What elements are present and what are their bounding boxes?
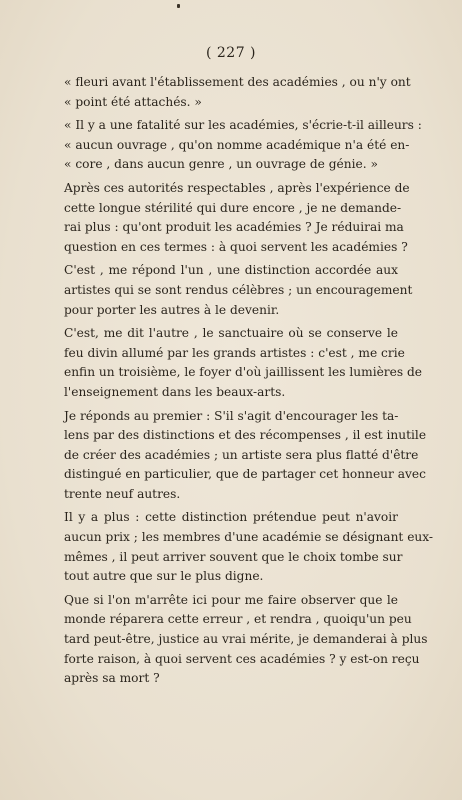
text-line: après sa mort ?: [64, 671, 160, 686]
paragraph: [64, 324, 422, 402]
page-text: [64, 73, 434, 689]
text-line: de créer des académies ; un artiste sera plus flatté d'être: [64, 447, 419, 462]
text-line: « Il y a une fatalité sur les académies, s'écrie-t-il ailleurs :: [64, 118, 422, 133]
text-line: monde réparera cette erreur , et rendra , quoiqu'un peu: [64, 612, 412, 627]
paragraph: [64, 179, 410, 257]
text-line: aucun prix ; les membres d'une académie se désignant eux-: [64, 530, 434, 545]
text-line: C'est , me répond l'un , une distinction accordée aux: [64, 263, 398, 278]
text-line: forte raison, à quoi servent ces académies ? y est-on reçu: [64, 651, 420, 666]
paragraph: [64, 591, 428, 689]
text-line: « point été attachés. »: [64, 94, 202, 109]
text-line: lens par des distinctions et des récompenses , il est inutile: [64, 428, 427, 443]
paragraph: [64, 407, 427, 505]
text-line: « aucun ouvrage , qu'on nomme académique n'a été en-: [64, 137, 410, 152]
text-line: « core , dans aucun genre , un ouvrage de génie. »: [64, 157, 378, 172]
ink-spot: [177, 4, 180, 8]
text-line: tard peut-être, justice au vrai mérite, je demanderai à plus: [64, 632, 428, 647]
text-line: pour porter les autres à le devenir.: [64, 302, 280, 317]
text-line: Que si l'on m'arrête ici pour me faire observer que le: [64, 592, 398, 607]
paragraph: [64, 73, 411, 112]
text-line: cette longue stérilité qui dure encore , je ne demande-: [64, 200, 402, 215]
paragraph: [64, 261, 413, 320]
text-line: feu divin allumé par les grands artistes : c'est , me crie: [64, 345, 405, 360]
text-line: Je réponds au premier : S'il s'agit d'encourager les ta-: [64, 408, 399, 423]
text-line: Après ces autorités respectables , après l'expérience de: [64, 180, 410, 195]
paragraph: [64, 508, 434, 586]
text-line: C'est, me dit l'autre , le sanctuaire où se conserve le: [64, 326, 398, 341]
text-line: distingué en particulier, que de partager cet honneur avec: [64, 467, 426, 482]
text-line: « fleuri avant l'établissement des académies , ou n'y ont: [64, 75, 411, 89]
page-number: ( 227 ): [205, 45, 257, 61]
text-line: mêmes , il peut arriver souvent que le choix tombe sur: [64, 549, 403, 564]
text-line: l'enseignement dans les beaux-arts.: [64, 384, 286, 399]
text-line: tout autre que sur le plus digne.: [64, 569, 264, 584]
text-line: trente neuf autres.: [64, 486, 181, 501]
paragraph: [64, 116, 422, 175]
text-line: question en ces termes : à quoi servent les académies ?: [64, 239, 408, 254]
text-line: Il y a plus : cette distinction prétendue peut n'avoir: [64, 510, 398, 525]
text-line: enfin un troisième, le foyer d'où jaillissent les lumières de: [64, 365, 422, 380]
text-line: artistes qui se sont rendus célèbres ; un encouragement: [64, 282, 413, 297]
text-line: rai plus : qu'ont produit les académies ? Je réduirai ma: [64, 220, 404, 235]
